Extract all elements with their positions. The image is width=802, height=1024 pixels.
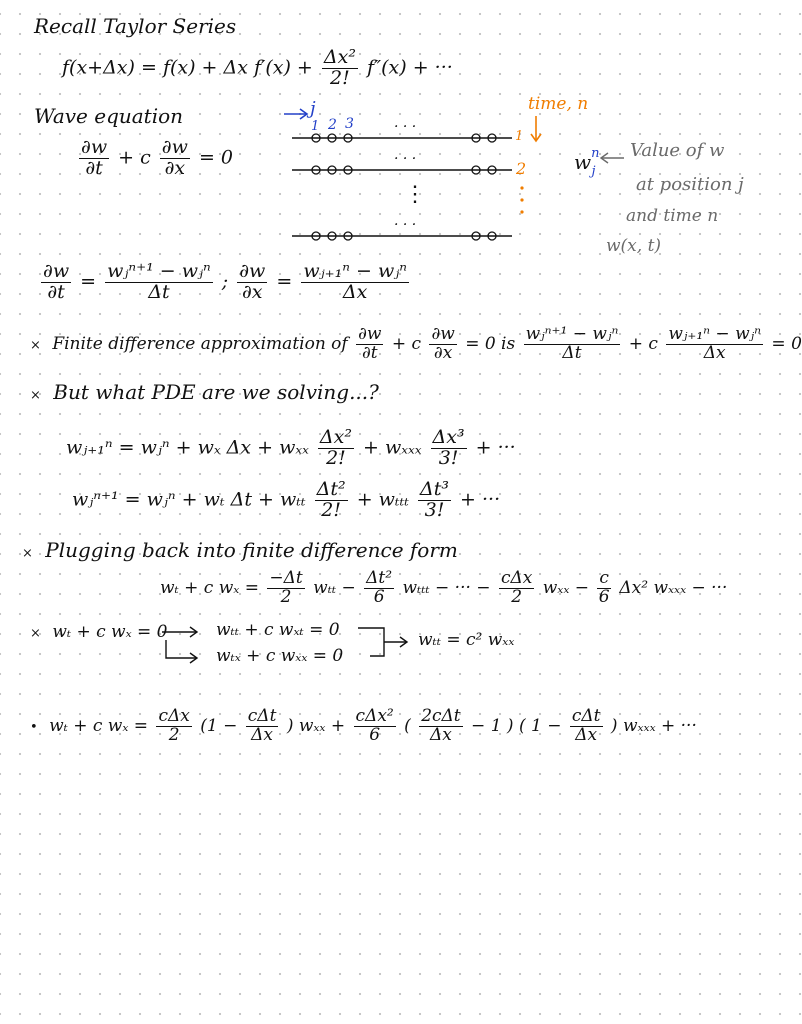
- final-f3-num: cΔx²: [355, 706, 394, 726]
- fd-bullet: ×: [30, 337, 41, 353]
- grid-row-1-label: 1: [515, 129, 524, 144]
- final-frac-3: [354, 708, 396, 745]
- plug-t3: wₓₓ −: [542, 577, 590, 598]
- deriv-t-fd-num: wⱼⁿ⁺¹ − wⱼⁿ: [107, 260, 211, 282]
- wave-title: Wave equation: [34, 104, 184, 128]
- deriv-x-fd-num: wⱼ₊₁ⁿ − wⱼⁿ: [303, 260, 407, 282]
- taylor-t-f2-num: Δt³: [420, 478, 449, 500]
- taylor-rhs-a: f(x) + Δx f′(x) +: [162, 56, 313, 79]
- sys-eq-1: wₜₜ + c wₓₜ = 0: [216, 620, 340, 640]
- plug-f2-den: 6: [373, 586, 385, 607]
- deriv-eq-1: =: [80, 270, 97, 293]
- fd-is: = 0 is: [465, 333, 516, 354]
- plug-f2-num: Δt²: [366, 568, 393, 588]
- fd-plus-c-2: + c: [628, 333, 658, 354]
- plug-frac-3: [499, 570, 534, 607]
- final-frac-4: [419, 708, 462, 745]
- annotation-line-1: Value of w: [630, 140, 725, 161]
- wave-pde-t-num: ∂w: [81, 136, 108, 158]
- grid-row-2-label: 2: [516, 159, 527, 178]
- final-f1-den: 2: [168, 724, 180, 745]
- grid-dots-2: · · ·: [394, 151, 417, 167]
- final-p2: ) wₓₓ +: [286, 715, 346, 736]
- taylor-x-expansion: [66, 428, 516, 469]
- fd-pde-t: [356, 326, 383, 363]
- grid-j-label: j: [310, 98, 316, 119]
- taylor-x-t3: + ···: [475, 436, 516, 459]
- plug-frac-2: [364, 570, 394, 607]
- deriv-x-fd-den: Δx: [342, 280, 368, 303]
- fd-text: Finite difference approximation of: [52, 333, 348, 354]
- grid-dots-3: · · ·: [394, 217, 417, 233]
- wave-pde-x-den: ∂x: [164, 156, 186, 179]
- modified-equation-1: [160, 570, 727, 607]
- sys-arrow-2: [166, 640, 196, 658]
- fd-approximation: [30, 326, 802, 363]
- deriv-x-fd: [301, 262, 409, 303]
- annotation-w-sup: n: [591, 146, 600, 161]
- deriv-x-den: ∂x: [241, 280, 263, 303]
- taylor-t-lhs: wⱼⁿ⁺¹ =: [72, 488, 141, 511]
- plug-f3-den: 2: [511, 586, 523, 607]
- taylor-t-t1: wⱼⁿ + wₜ Δt + wₜₜ: [146, 488, 306, 511]
- fd-pde-x-den: ∂x: [433, 342, 453, 363]
- wave-pde-x-num: ∂w: [161, 136, 188, 158]
- taylor-frac-den: 2!: [330, 66, 350, 89]
- annotation-w-base: w: [574, 150, 592, 174]
- plugging-heading: [22, 540, 458, 560]
- sys-bracket: [358, 628, 384, 656]
- taylor-t-t2: + wₜₜₜ: [356, 488, 409, 511]
- annotation-line-4: w(x, t): [606, 236, 662, 256]
- taylor-t-f1-den: 2!: [321, 498, 342, 521]
- taylor-x-t1: wⱼⁿ + wₓ Δx + wₓₓ: [140, 436, 309, 459]
- taylor-x-lhs: wⱼ₊₁ⁿ =: [66, 436, 135, 459]
- wave-pde-t-den: ∂t: [85, 156, 103, 179]
- grid-col-2: 2: [328, 117, 337, 133]
- sys-eq-2: wₜₓ + c wₓₓ = 0: [216, 646, 344, 666]
- plug-bullet: ×: [22, 546, 33, 561]
- plug-f3-num: cΔx: [500, 568, 533, 588]
- fd-pde-x: [429, 326, 456, 363]
- final-f3-den: 6: [369, 724, 381, 745]
- taylor-x-frac-1: [318, 428, 354, 469]
- deriv-t-fd: [105, 262, 213, 303]
- final-p1: (1 −: [200, 715, 238, 736]
- question-bullet: ×: [30, 388, 41, 403]
- fd-plus-c: + c: [391, 333, 422, 354]
- annotation-w: [574, 146, 604, 179]
- deriv-x-num: ∂w: [239, 260, 266, 282]
- final-frac-5: [570, 708, 603, 745]
- taylor-lhs: f(x+Δx) =: [62, 56, 157, 79]
- annotation-line-2: at position j: [636, 174, 744, 195]
- question-text: But what PDE are we solving...?: [53, 380, 379, 404]
- taylor-t-expansion: [72, 480, 500, 521]
- plug-text: Plugging back into finite difference form: [45, 538, 458, 562]
- final-frac-2: [246, 708, 279, 745]
- orange-dot: [520, 198, 523, 201]
- plug-frac-4: [597, 570, 611, 607]
- derivative-approximations: [38, 262, 412, 303]
- final-f4-den: Δx: [429, 724, 452, 745]
- deriv-t-den: ∂t: [47, 280, 65, 303]
- taylor-title: Recall Taylor Series: [34, 14, 237, 38]
- modified-equation-final: [30, 708, 697, 745]
- wave-eq-zero: = 0: [198, 146, 233, 169]
- taylor-x-f1-den: 2!: [326, 446, 346, 469]
- final-bullet: •: [30, 719, 38, 735]
- taylor-x-frac-2: [431, 428, 467, 469]
- plug-t2: wₜₜₜ − ··· −: [402, 577, 491, 598]
- annotation-line-3: and time n: [626, 206, 719, 226]
- taylor-x-f2-den: 3!: [438, 446, 459, 469]
- taylor-x-t2: + wₓₓₓ: [363, 436, 422, 459]
- fd-scheme-x-num: wⱼ₊₁ⁿ − wⱼⁿ: [668, 324, 762, 344]
- final-f2-den: Δx: [251, 724, 274, 745]
- grid-col-3: 3: [345, 116, 354, 132]
- wave-plus-c: + c: [118, 146, 151, 169]
- fd-scheme-t-num: wⱼⁿ⁺¹ − wⱼⁿ: [525, 324, 619, 344]
- deriv-sep: ;: [221, 270, 229, 293]
- taylor-rhs-b: f″(x) + ···: [367, 56, 453, 79]
- fd-scheme-x: [666, 326, 763, 363]
- fd-pde-x-num: ∂w: [431, 324, 455, 344]
- final-p3: (: [404, 715, 411, 736]
- taylor-x-f1-num: Δx²: [319, 426, 352, 448]
- deriv-eq-2: =: [276, 270, 293, 293]
- deriv-x: [237, 262, 267, 303]
- sys-lhs-line: [30, 624, 168, 641]
- plug-lhs: wₜ + c wₓ =: [160, 577, 259, 598]
- final-f4-num: 2cΔt: [421, 706, 461, 726]
- final-p5: ) wₓₓₓ + ···: [610, 715, 697, 736]
- sys-result: wₜₜ = c² wₓₓ: [418, 630, 515, 650]
- final-f1-num: cΔx: [158, 706, 190, 726]
- grid-vdots: ⋮: [404, 182, 426, 207]
- sys-bullet: ×: [30, 626, 41, 641]
- plug-frac-1: [267, 570, 304, 607]
- pde-question: [30, 382, 379, 402]
- grid-dots-1: · · ·: [394, 119, 417, 135]
- taylor-t-t3: + ···: [460, 488, 501, 511]
- sys-lhs: wₜ + c wₓ = 0: [52, 622, 168, 642]
- taylor-x-f2-num: Δx³: [432, 426, 465, 448]
- taylor-t-frac-1: [315, 480, 348, 521]
- fd-pde-t-den: ∂t: [361, 342, 378, 363]
- plug-f4-den: 6: [598, 586, 610, 607]
- fd-pde-t-num: ∂w: [358, 324, 382, 344]
- final-f5-num: cΔt: [571, 706, 601, 726]
- orange-dot: [520, 186, 523, 189]
- final-frac-1: [156, 708, 191, 745]
- plug-f1-num: −Δt: [269, 568, 303, 588]
- time-label: time, n: [528, 94, 589, 114]
- fd-scheme-t-den: Δt: [562, 342, 582, 363]
- annotation-w-sub: j: [591, 164, 596, 179]
- fd-scheme-t: [524, 326, 621, 363]
- final-f5-den: Δx: [575, 724, 598, 745]
- plug-t1: wₜₜ −: [313, 577, 356, 598]
- deriv-t: [41, 262, 71, 303]
- deriv-t-fd-den: Δt: [148, 280, 170, 303]
- plug-f4-num: c: [599, 568, 609, 588]
- taylor-t-f2-den: 3!: [424, 498, 445, 521]
- final-lhs: wₜ + c wₓ =: [49, 715, 149, 736]
- taylor-t-frac-2: [418, 480, 451, 521]
- fd-scheme-x-den: Δx: [703, 342, 726, 363]
- taylor-frac-num: Δx²: [323, 46, 356, 68]
- orange-dot: [520, 210, 523, 213]
- plug-f1-den: 2: [280, 586, 292, 607]
- grid-col-1: 1: [311, 119, 320, 134]
- taylor-t-f1-num: Δt²: [316, 478, 346, 500]
- final-p4: − 1 ) ( 1 −: [471, 715, 562, 736]
- deriv-t-num: ∂w: [43, 260, 70, 282]
- final-f2-num: cΔt: [247, 706, 277, 726]
- plug-t4: Δx² wₓₓₓ − ···: [619, 577, 728, 598]
- fd-zero: = 0: [771, 333, 802, 354]
